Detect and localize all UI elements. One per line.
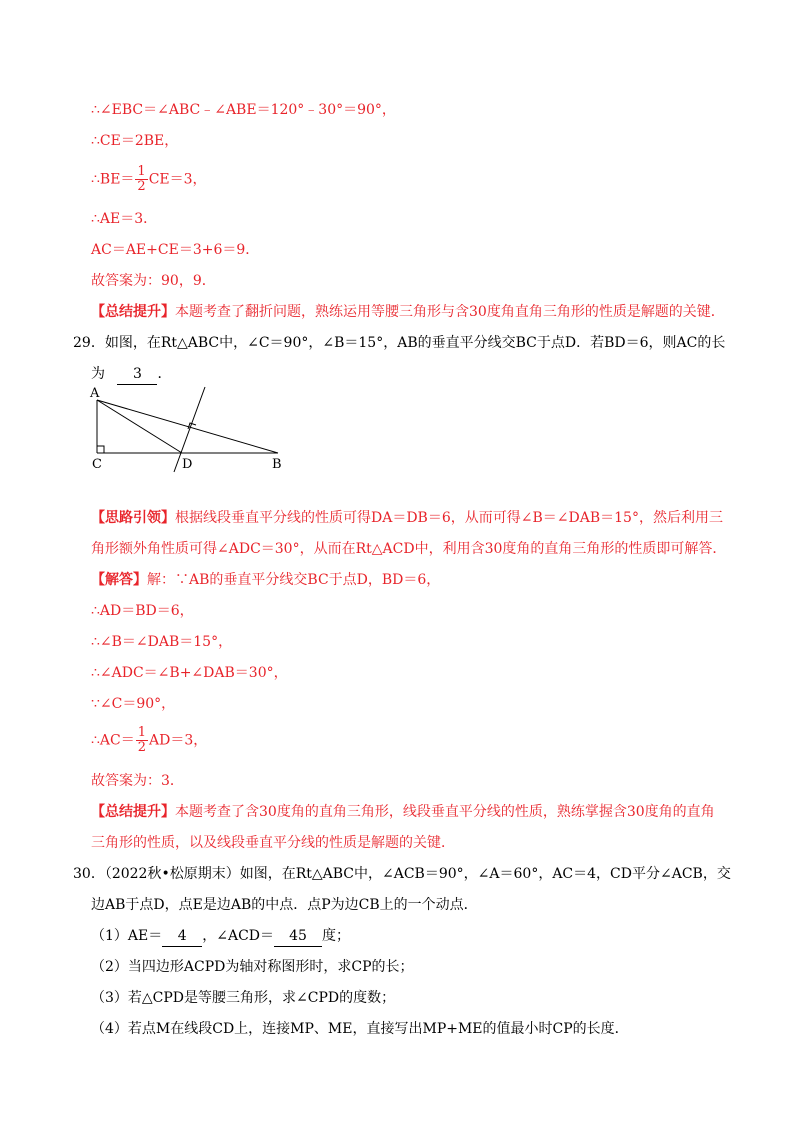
q30-stem-line1: 30．（2022秋•松原期末）如图，在Rt△ABC中，∠ACB＝90°，∠A＝60°，AC＝4，CD平分∠ACB，交 (73, 866, 731, 882)
q29-answer-blank: 3 (117, 364, 157, 385)
q29-answer-line: 【解答】解：∵AB的垂直平分线交BC于点D，BD＝6， (91, 572, 441, 588)
q29-summary-line2: 三角形的性质，以及线段垂直平分线的性质是解题的关键． (91, 835, 455, 851)
hint-tag: 【思路引领】 (91, 510, 175, 526)
q29-step5: ∴AC＝ $\frac{1}{2}$ AD＝3， (91, 725, 208, 755)
solution28-line6: 故答案为：90，9． (91, 273, 216, 289)
q30-part3: （3）若△CPD是等腰三角形，求∠CPD的度数； (91, 990, 396, 1006)
label-C: C (92, 457, 102, 472)
solution28-line4: ∴AE＝3． (91, 211, 158, 227)
q29-step1: ∴AD＝BD＝6， (91, 603, 194, 619)
q30-stem-line2: 边AB于点D，点E是边AB的中点．点P为边CB上的一个动点． (91, 897, 478, 913)
q30-answer-blank-1: 4 (162, 926, 202, 947)
solution28-line1: ∴∠EBC＝∠ABC﹣∠ABE＝120°﹣30°＝90°， (91, 102, 396, 118)
q30-part4: （4）若点M在线段CD上，连接MP、ME，直接写出MP+ME的值最小时CP的长度． (91, 1021, 629, 1037)
q29-step2: ∴∠B＝∠DAB＝15°， (91, 634, 233, 650)
solution28-line5: AC＝AE+CE＝3+6＝9． (91, 242, 260, 258)
q30-part1: （1）AE＝ 4 ，∠ACD＝ 45 度； (91, 926, 350, 947)
summary-text: 本题考查了翻折问题，熟练运用等腰三角形与含30度角直角三角形的性质是解题的关键． (175, 304, 725, 320)
solution28-line3 (91, 165, 207, 194)
label-B: B (272, 457, 282, 472)
fraction-one-half: $\frac{1}{2}$ (137, 725, 147, 755)
q29-step3: ∴∠ADC＝∠B+∠DAB＝30°， (91, 665, 288, 681)
solution28-line3-pre: ∴BE＝ (91, 171, 135, 188)
q30-part2: （2）当四边形ACPD为轴对称图形时，求CP的长； (91, 959, 414, 975)
q29-summary-line1: 【总结提升】本题考查了含30度角的直角三角形，线段垂直平分线的性质，熟练掌握含30度角的直角 (91, 804, 715, 820)
q29-step4: ∵∠C＝90°， (91, 696, 176, 712)
solution28-line2: ∴CE＝2BE， (91, 133, 179, 149)
q29-step6: 故答案为：3． (91, 773, 184, 789)
summary-tag: 【总结提升】 (91, 804, 175, 820)
fraction-one-half: $\frac{1}{2}$ (137, 164, 146, 194)
answer-tag: 【解答】 (91, 572, 147, 588)
label-D: D (182, 457, 193, 472)
q29-stem-line2: 为 3 ． (91, 364, 171, 385)
q30-answer-blank-2: 45 (274, 926, 322, 947)
q29-stem-line1: 29．如图，在Rt△ABC中，∠C＝90°，∠B＝15°，AB的垂直平分线交BC于点D．若BD＝6，则AC的长 (73, 335, 726, 351)
solution28-line3-post: CE＝3， (148, 171, 207, 188)
solution28-summary (91, 302, 725, 322)
q29-hint-line1: 【思路引领】根据线段垂直平分线的性质可得DA＝DB＝6，从而可得∠B＝∠DAB＝15°，然后利用三 (91, 510, 723, 526)
q29-hint-line2: 角形额外角性质可得∠ADC＝30°，从而在Rt△ACD中，利用含30度角的直角三角形的性质即可解答． (91, 541, 727, 557)
q29-triangle-figure (86, 384, 296, 474)
summary-tag: 【总结提升】 (91, 304, 175, 320)
label-A: A (90, 386, 100, 401)
